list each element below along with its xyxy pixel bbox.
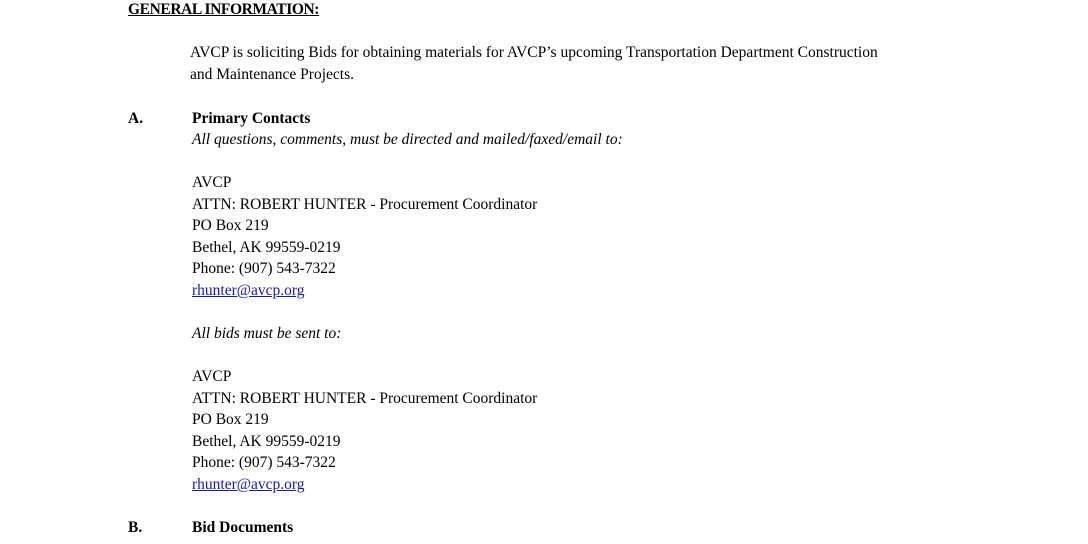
contact-city: Bethel, AK 99559-0219 [192, 239, 341, 256]
intro-line-1: AVCP is soliciting Bids for obtaining materials for AVCP’s upcoming Transportation Department Construction [190, 44, 878, 61]
bids-instruction: All bids must be sent to: [192, 325, 342, 342]
section-a-letter: A. [128, 110, 144, 127]
bids-contact-attn: ATTN: ROBERT HUNTER - Procurement Coordinator [192, 390, 538, 407]
contact-po-box: PO Box 219 [192, 217, 269, 234]
bids-contact-po-box: PO Box 219 [192, 411, 269, 428]
section-b-title: Bid Documents [192, 519, 294, 536]
bids-contact-phone: Phone: (907) 543-7322 [192, 454, 336, 471]
contact-attn: ATTN: ROBERT HUNTER - Procurement Coordinator [192, 196, 538, 213]
section-a-title: Primary Contacts [192, 110, 311, 127]
bids-contact-org: AVCP [192, 368, 232, 385]
section-heading: GENERAL INFORMATION: [128, 1, 320, 18]
contact-org: AVCP [192, 174, 232, 191]
section-b-letter: B. [128, 519, 143, 536]
contact-email-link[interactable]: rhunter@avcp.org [192, 282, 305, 299]
bids-contact-city: Bethel, AK 99559-0219 [192, 433, 341, 450]
bids-contact-email-link[interactable]: rhunter@avcp.org [192, 476, 305, 493]
contact-instruction: All questions, comments, must be directed and mailed/faxed/email to: [192, 131, 623, 148]
intro-line-2: and Maintenance Projects. [190, 66, 354, 83]
contact-phone: Phone: (907) 543-7322 [192, 260, 336, 277]
